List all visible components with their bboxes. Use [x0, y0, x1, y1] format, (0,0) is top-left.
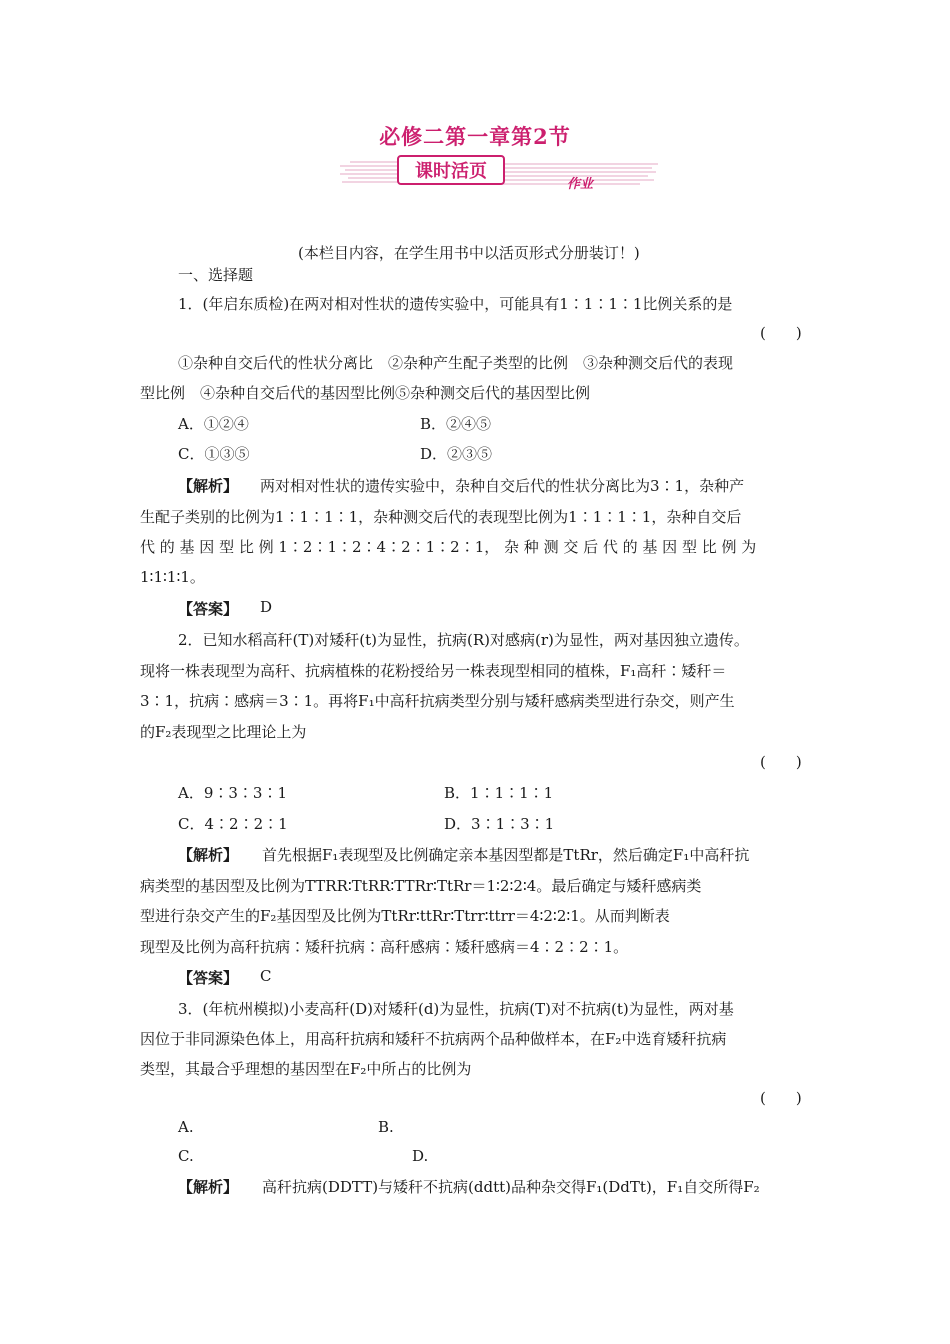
q2-option-c: C．4∶2∶2∶1 [178, 815, 288, 833]
q1-option-c: C．①③⑤ [178, 445, 250, 463]
q1-analysis-line3: 代 的 基 因 型 比 例 1∶2∶1∶2∶4∶2∶1∶2∶1， 杂 种 测 交 后 代 的 基 因 型 比 例 为 [140, 538, 757, 556]
q3-stem-line1: 3．(年杭州模拟)小麦高秆(D)对矮秆(d)为显性，抗病(T)对不抗病(t)为显性，两对基 [178, 1000, 734, 1018]
page-title: 必修二第一章第2节 [379, 124, 571, 149]
q3-option-c: C. [178, 1147, 194, 1165]
section-heading: 一、选择题 [178, 266, 254, 284]
q3-option-b: B. [378, 1118, 394, 1136]
q2-answer: C [260, 967, 272, 985]
lesson-banner [340, 150, 660, 196]
q2-analysis-line2: 病类型的基因型及比例为TTRR∶TtRR∶TTRr∶TtRr＝1∶2∶2∶4。最后确定与矮秆感病类 [140, 877, 702, 895]
q2-stem-line1: 2．已知水稻高秆(T)对矮秆(t)为显性，抗病(R)对感病(r)为显性，两对基因独立遗传。 [178, 631, 749, 649]
q2-answer-paren: ( ) [760, 753, 802, 771]
q2-analysis-tag: 【解析】 [178, 846, 239, 864]
q2-analysis-line3: 型进行杂交产生的F₂基因型及比例为TtRr∶ttRr∶Ttrr∶ttrr＝4∶2∶2∶1。从而判断表 [140, 907, 670, 925]
q3-analysis-line1: 高秆抗病(DDTT)与矮秆不抗病(ddtt)品种杂交得F₁(DdTt)，F₁自交所得F₂ [262, 1178, 760, 1196]
q1-analysis-line4: 1∶1∶1∶1。 [140, 568, 205, 586]
q1-analysis-tag: 【解析】 [178, 477, 239, 495]
q3-stem-line3: 类型，其最合乎理想的基因型在F₂中所占的比例为 [140, 1060, 472, 1078]
q3-option-d: D. [412, 1147, 429, 1165]
q2-option-b: B．1∶1∶1∶1 [444, 784, 554, 802]
banner-main-text: 课时活页 [415, 161, 487, 182]
banner-sub-text: 作业 [566, 177, 594, 192]
q3-option-a: A. [178, 1118, 194, 1136]
q3-analysis-tag: 【解析】 [178, 1178, 239, 1196]
q1-analysis-line1: 两对相对性状的遗传实验中，杂种自交后代的性状分离比为3∶1，杂种产 [260, 477, 745, 495]
q2-analysis-line4: 现型及比例为高秆抗病∶矮秆抗病∶高秆感病∶矮秆感病＝4∶2∶2∶1。 [140, 938, 629, 956]
q2-stem-line3: 3∶1，抗病∶感病＝3∶1。再将F₁中高秆抗病类型分别与矮秆感病类型进行杂交，则产生 [140, 692, 735, 710]
q1-items-line1: ①杂种自交后代的性状分离比 ②杂种产生配子类型的比例 ③杂种测交后代的表现 [178, 354, 734, 372]
q2-stem-line4: 的F₂表现型之比理论上为 [140, 723, 307, 741]
q1-analysis-line2: 生配子类别的比例为1∶1∶1∶1，杂种测交后代的表现型比例为1∶1∶1∶1，杂种自交后 [140, 508, 742, 526]
binding-note: (本栏目内容，在学生用书中以活页形式分册装订！) [298, 244, 640, 262]
q1-answer-tag: 【答案】 [178, 600, 239, 618]
q1-option-a: A．①②④ [178, 415, 249, 433]
q1-items-line2: 型比例 ④杂种自交后代的基因型比例⑤杂种测交后代的基因型比例 [140, 384, 591, 402]
q1-answer-paren: ( ) [760, 324, 802, 342]
q3-stem-line2: 因位于非同源染色体上，用高秆抗病和矮秆不抗病两个品种做样本，在F₂中选育矮秆抗病 [140, 1030, 727, 1048]
q2-analysis-line1: 首先根据F₁表现型及比例确定亲本基因型都是TtRr，然后确定F₁中高秆抗 [262, 846, 750, 864]
q1-option-d: D．②③⑤ [420, 445, 493, 463]
q1-stem: 1．(年启东质检)在两对相对性状的遗传实验中，可能具有1∶1∶1∶1比例关系的是 [178, 295, 733, 313]
q2-option-a: A．9∶3∶3∶1 [178, 784, 288, 802]
q2-option-d: D．3∶1∶3∶1 [444, 815, 555, 833]
q1-option-b: B．②④⑤ [420, 415, 492, 433]
q2-answer-tag: 【答案】 [178, 969, 239, 987]
q2-stem-line2: 现将一株表现型为高秆、抗病植株的花粉授给另一株表现型相同的植株，F₁高秆∶矮秆＝ [140, 662, 727, 680]
q3-answer-paren: ( ) [760, 1089, 802, 1107]
q1-answer: D [260, 598, 273, 616]
